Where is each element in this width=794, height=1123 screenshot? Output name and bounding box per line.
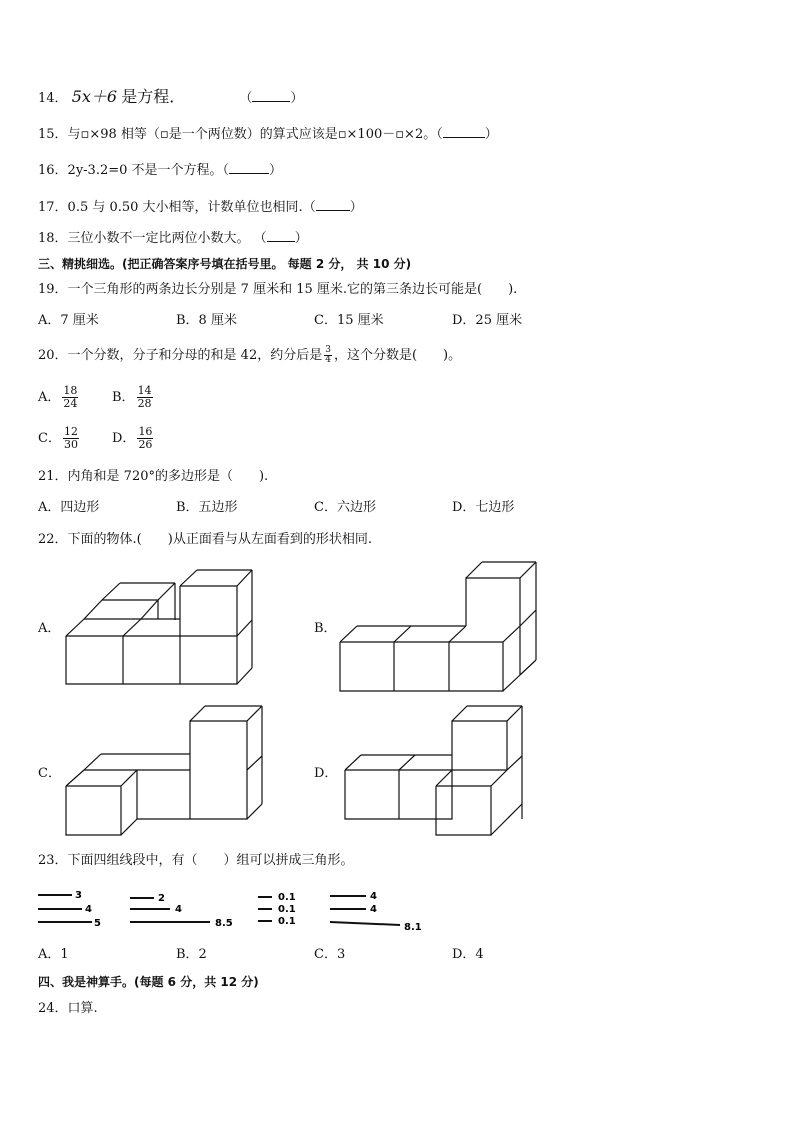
segment-label: 4 (370, 904, 377, 915)
segment-label: 0.1 (278, 904, 296, 915)
segment-label: 2 (158, 893, 165, 904)
question-14: 14． 5x＋6 是方程． （ ） (38, 87, 304, 106)
question-19: 19．一个三角形的两条边长分别是 7 厘米和 15 厘米.它的第三条边长可能是( ). (38, 282, 518, 297)
question-text: 18．三位小数不一定比两位小数大。 （ (38, 231, 267, 246)
question-15: 15．与▫×98 相等（▫是一个两位数）的算式应该是▫×100－▫×2。（ ） (38, 127, 498, 142)
section-4-heading: 四、我是神算手。(每题 6 分，共 12 分) (38, 975, 259, 989)
segment-label: 0.1 (278, 916, 296, 927)
question-24: 24．口算. (38, 1001, 98, 1016)
option-a[interactable]: A． $\frac{18}{24}$ (38, 384, 78, 410)
option-c[interactable]: C． $\frac{12}{30}$ (38, 425, 78, 451)
segment-label: 8.1 (404, 922, 422, 933)
option-c[interactable]: C．六边形 (314, 500, 376, 515)
question-22: 22．下面的物体.( )从正面看与从左面看到的形状相同. (38, 532, 372, 547)
question-20: 20．一个分数，分子和分母的和是 42，约分后是 $\frac{3}{4}$ ，这个分数是( )。 (38, 345, 462, 365)
question-text: 16．2y-3.2=0 不是一个方程。（ (38, 163, 230, 178)
option-c-label[interactable]: C． (38, 766, 61, 781)
segment-label: 5 (94, 918, 101, 929)
question-text: 是方程． (121, 87, 186, 106)
segment-label: 3 (75, 890, 82, 901)
question-number: 14． (38, 91, 68, 106)
expression: 5x＋6 (71, 87, 118, 106)
option-d[interactable]: D．七边形 (452, 500, 515, 515)
option-a[interactable]: A．1 (38, 947, 69, 962)
option-c[interactable]: C．15 厘米 (314, 313, 384, 328)
option-c[interactable]: C．3 (314, 947, 346, 962)
fraction: $\frac{3}{4}$ (325, 345, 331, 365)
question-18: 18．三位小数不一定比两位小数大。 （ ） (38, 231, 308, 246)
section-3-heading: 三、精挑细选。(把正确答案序号填在括号里。 每题 2 分， 共 10 分) (38, 257, 412, 271)
question-17: 17．0.5 与 0.50 大小相等，计数单位也相同.（ ） (38, 200, 363, 215)
option-b[interactable]: B． $\frac{14}{28}$ (112, 384, 152, 410)
option-b[interactable]: B．2 (176, 947, 207, 962)
question-16: 16．2y-3.2=0 不是一个方程。（ ） (38, 163, 283, 178)
segment-label: 0.1 (278, 892, 296, 903)
segment-label: 4 (370, 891, 377, 902)
question-text: 17．0.5 与 0.50 大小相等，计数单位也相同.（ (38, 200, 316, 215)
question-text: 15．与▫×98 相等（▫是一个两位数）的算式应该是▫×100－▫×2。（ (38, 127, 443, 142)
option-a-label[interactable]: A． (38, 621, 61, 636)
option-b-label[interactable]: B． (314, 621, 337, 636)
question-21: 21．内角和是 720°的多边形是（ ). (38, 469, 269, 484)
option-a[interactable]: A．四边形 (38, 500, 100, 515)
option-d[interactable]: D．4 (452, 947, 484, 962)
option-d[interactable]: D．25 厘米 (452, 313, 523, 328)
option-a[interactable]: A．7 厘米 (38, 313, 99, 328)
option-b[interactable]: B．8 厘米 (176, 313, 237, 328)
segment-label: 8.5 (215, 918, 233, 929)
option-d-label[interactable]: D． (314, 766, 338, 781)
option-b[interactable]: B．五边形 (176, 500, 238, 515)
option-d[interactable]: D． $\frac{16}{26}$ (112, 425, 153, 451)
question-23: 23．下面四组线段中，有（ ）组可以拼成三角形。 (38, 853, 354, 868)
segment-label: 4 (175, 904, 182, 915)
segment-label: 4 (85, 904, 92, 915)
